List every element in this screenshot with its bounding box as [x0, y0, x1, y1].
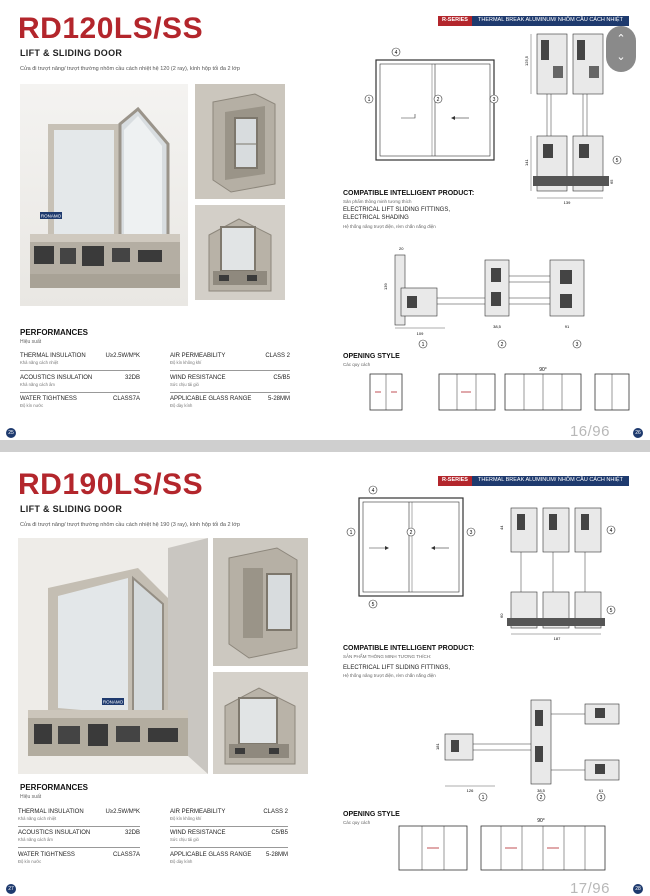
callout-1: 1: [349, 530, 353, 536]
page-spread-16: [0, 0, 650, 440]
horizontal-section-drawing: [435, 690, 635, 800]
page-number: 26: [633, 428, 643, 438]
profile-closeup-photo-1: [195, 84, 285, 199]
perf-air: AIR PERMEABILITY Độ kín không khí: [170, 809, 226, 821]
callout-2: 2: [409, 530, 413, 536]
product-subtitle: LIFT & SLIDING DOOR: [20, 504, 123, 514]
product-description: Cửa đi trượt nâng/ trượt thường nhôm cầu cách nhiệt hệ 120 (2 ray), kính hộp tối đa 2 lớp: [20, 66, 240, 72]
dim-label: 61: [598, 788, 604, 793]
opening-style-subtitle: Các quy cách: [343, 820, 371, 825]
callout-3: 3: [469, 530, 473, 536]
dim-label: 20: [399, 246, 404, 251]
callout-3: 3: [599, 795, 603, 801]
callout-2: 2: [436, 97, 440, 103]
divider: [170, 826, 288, 827]
compat-description-sub: Hệ thống nâng trượt điện, rèm chắn nắng điện: [343, 224, 436, 229]
opening-style-diagrams: [355, 366, 645, 416]
perf-thermal-value: U≥2.5W/MºK: [105, 809, 140, 815]
callout-1: 1: [367, 97, 371, 103]
perf-acoustics-value: 32DB: [124, 375, 140, 381]
opening-style-diagrams: [345, 814, 645, 874]
profile-closeup-illustration-1: [213, 538, 308, 666]
dim-label: 38,5: [537, 788, 545, 793]
callout-2: 2: [500, 342, 504, 348]
perf-water: WATER TIGHTNESS Độ kín nước: [20, 396, 77, 408]
door-render-photo: [20, 84, 188, 306]
callout-3: 3: [575, 342, 579, 348]
brand-label: RONAMO: [40, 213, 62, 219]
perf-wind-value: C5/B5: [273, 375, 290, 381]
dim-label: 44: [499, 525, 504, 530]
page-counter: 17/96: [569, 880, 610, 896]
dim-label: 91: [564, 324, 570, 329]
product-title: RD190LS/SS: [18, 468, 204, 501]
perf-thermal: THERMAL INSULATION Khả năng cách nhiệt: [18, 809, 84, 821]
page-counter: 16/96: [569, 423, 610, 440]
door-render-illustration: [20, 84, 188, 306]
dim-label: 139: [383, 283, 388, 290]
profile-closeup-illustration-1: [195, 84, 285, 199]
divider: [170, 392, 290, 393]
perf-wind: WIND RESISTANCE Sức chịu tải gió: [170, 375, 226, 387]
performances-subtitle: Hiệu suất: [20, 794, 42, 800]
perf-acoustics-value: 32DB: [124, 830, 140, 836]
page-up-button[interactable]: ⌃: [616, 33, 626, 45]
divider: [20, 392, 140, 393]
dim-label: 65: [609, 179, 614, 184]
left-page: [0, 0, 325, 440]
left-page: [0, 452, 325, 896]
perf-acoustics: ACOUSTICS INSULATION Khả năng cách âm: [18, 830, 91, 842]
callout-5: 5: [371, 602, 375, 608]
compat-description-sub: Hệ thống nâng trượt điện, rèm chắn nắng điện: [343, 673, 436, 678]
brand-label: RONAMO: [102, 699, 124, 705]
callout-3: 3: [492, 97, 496, 103]
divider: [170, 370, 290, 371]
angle-label: 90°: [539, 367, 547, 373]
callout-4: 4: [394, 50, 398, 56]
right-page: [325, 0, 650, 440]
product-title: RD120LS/SS: [18, 12, 204, 45]
perf-glass: APPLICABLE GLASS RANGE Độ dày kính: [170, 852, 252, 864]
right-page: [325, 452, 650, 896]
page-down-button[interactable]: ⌄: [616, 51, 626, 63]
callout-2: 2: [539, 795, 543, 801]
perf-glass-value: 5-28MM: [267, 396, 290, 402]
opening-style-title: OPENING STYLE: [343, 353, 400, 360]
dim-label: 126: [466, 788, 474, 793]
profile-closeup-photo-2: [195, 205, 285, 300]
profile-closeup-illustration-2: [195, 205, 285, 300]
page-number: 27: [6, 884, 16, 894]
door-render-photo: [18, 538, 208, 774]
callout-1: 1: [421, 342, 425, 348]
profile-closeup-photo-1: [213, 538, 308, 666]
series-tag: R-SERIES: [438, 16, 472, 26]
compat-subtitle: Sản phẩm thông minh tương thích: [343, 199, 412, 204]
callout-5: 5: [609, 608, 613, 614]
page-number: 25: [6, 428, 16, 438]
product-description: Cửa đi trượt nâng/ trượt thường nhôm cầu cách nhiệt hệ 190 (3 ray), kính hộp tối đa 2 lớp: [20, 522, 240, 528]
dim-label: 109: [416, 331, 424, 336]
elevation-drawing: [343, 482, 493, 612]
perf-acoustics: ACOUSTICS INSULATION Khả năng cách âm: [20, 375, 93, 387]
opening-style-subtitle: Các quy cách: [343, 362, 371, 367]
vertical-section-drawing: [497, 500, 637, 650]
compat-description: ELECTRICAL LIFT SLIDING FITTINGS, ELECTRICAL SHADING: [343, 207, 451, 221]
angle-label: 90°: [537, 818, 545, 824]
dim-label: 181: [435, 743, 440, 750]
perf-glass: APPLICABLE GLASS RANGE Độ dày kính: [170, 396, 252, 408]
profile-closeup-illustration-2: [213, 672, 308, 774]
series-header: [438, 16, 629, 26]
perf-water-value: CLASS7A: [112, 396, 140, 402]
series-text: THERMAL BREAK ALUMINUM/ NHÔM CẦU CÁCH NHIỆT: [472, 16, 629, 26]
perf-wind-value: C5/B5: [271, 830, 288, 836]
dim-label: 60: [499, 613, 504, 618]
dim-label: 125,5: [524, 55, 529, 66]
perf-thermal: THERMAL INSULATION Khả năng cách nhiệt: [20, 353, 86, 365]
performances-title: PERFORMANCES: [20, 328, 89, 337]
perf-water-value: CLASS7A: [112, 852, 140, 858]
product-subtitle: LIFT & SLIDING DOOR: [20, 48, 123, 58]
performances-title: PERFORMANCES: [20, 783, 89, 792]
perf-air: AIR PERMEABILITY Độ kín không khí: [170, 353, 226, 365]
page-nav-controls: [606, 26, 636, 72]
callout-1: 1: [481, 795, 485, 801]
series-text: THERMAL BREAK ALUMINUM/ NHÔM CẦU CÁCH NHIỆT: [472, 476, 629, 486]
series-tag: R-SERIES: [438, 476, 472, 486]
compat-title: COMPATIBLE INTELLIGENT PRODUCT:: [343, 190, 475, 197]
dim-label: 139: [563, 200, 571, 205]
dim-label: 187: [553, 636, 561, 641]
dim-label: 141: [524, 159, 529, 166]
perf-wind: WIND RESISTANCE Sức chịu tải gió: [170, 830, 226, 842]
divider: [18, 826, 140, 827]
compat-description: ELECTRICAL LIFT SLIDING FITTINGS,: [343, 665, 451, 671]
compat-subtitle: SẢN PHẨM THÔNG MINH TƯƠNG THÍCH:: [343, 654, 432, 659]
callout-4: 4: [609, 528, 613, 534]
performances-subtitle: Hiệu suất: [20, 339, 42, 345]
dim-label: 38,5: [493, 324, 501, 329]
callout-5: 5: [615, 158, 619, 164]
page-number: 28: [633, 884, 643, 894]
perf-air-value: CLASS 2: [263, 809, 288, 815]
door-render-illustration: [18, 538, 208, 774]
profile-closeup-photo-2: [213, 672, 308, 774]
section-callouts: [435, 790, 635, 804]
perf-air-value: CLASS 2: [265, 353, 290, 359]
perf-water: WATER TIGHTNESS Độ kín nước: [18, 852, 75, 864]
horizontal-section-drawing: [385, 240, 625, 350]
perf-glass-value: 5-28MM: [265, 852, 288, 858]
perf-thermal-value: U≥2.5W/MºK: [105, 353, 140, 359]
elevation-drawing: [365, 44, 515, 174]
spread-separator: [0, 440, 650, 452]
callout-4: 4: [371, 488, 375, 494]
opening-style-title: OPENING STYLE: [343, 811, 400, 818]
divider: [170, 847, 288, 848]
compat-title: COMPATIBLE INTELLIGENT PRODUCT:: [343, 645, 475, 652]
page-spread-17: [0, 452, 650, 896]
divider: [20, 370, 140, 371]
divider: [18, 847, 140, 848]
